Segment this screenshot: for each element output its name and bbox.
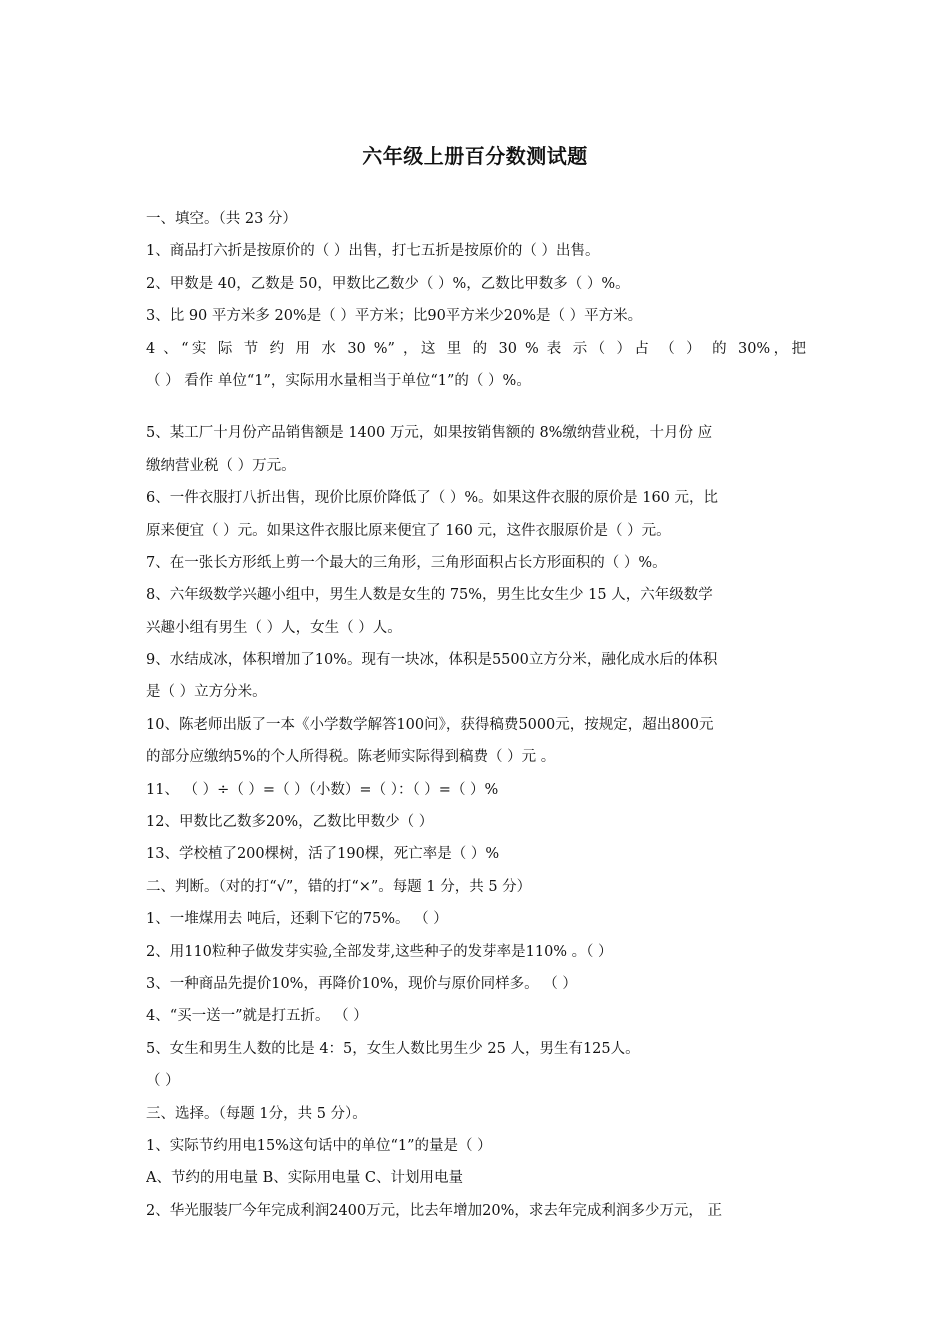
question-line: 9、水结成冰，体积增加了10%。现有一块冰，体积是5500立方分米，融化成水后的体积 <box>146 652 718 669</box>
question-line: 2、甲数是 40，乙数是 50，甲数比乙数少（ ）%，乙数比甲数多（ ）%。 <box>146 275 630 292</box>
question-line: 1、一堆煤用去 吨后，还剩下它的75%。 （ ） <box>146 911 448 928</box>
question-line: 8、六年级数学兴趣小组中，男生人数是女生的 75%，男生比女生少 15 人，六年级数学 <box>146 587 713 604</box>
answer-options: A、节约的用电量 B、实际用电量 C、计划用电量 <box>146 1170 463 1187</box>
question-line: 3、一种商品先提价10%，再降价10%，现价与原价同样多。 （ ） <box>146 975 577 992</box>
question-line: （ ） 看作 单位“1”，实际用水量相当于单位“1”的（ ）%。 <box>146 372 531 389</box>
section-heading-fill-in: 一、填空。（共 23 分） <box>146 211 297 227</box>
question-line: 4、“买一送一”就是打五折。 （ ） <box>146 1008 368 1025</box>
question-line: 兴趣小组有男生（ ）人，女生（ ）人。 <box>146 619 402 636</box>
question-line: 原来便宜（ ）元。如果这件衣服比原来便宜了 160 元，这件衣服原价是（ ）元。 <box>146 522 671 539</box>
question-line: （ ） <box>146 1073 180 1090</box>
question-line: 缴纳营业税（ ）万元。 <box>146 457 296 474</box>
question-line: 6、一件衣服打八折出售，现价比原价降低了（ ）%。如果这件衣服的原价是 160 元，比 <box>146 490 719 507</box>
question-line: 1、商品打六折是按原价的（ ）出售，打七五折是按原价的（ ）出售。 <box>146 243 600 260</box>
question-line: 2、华光服装厂今年完成利润2400万元，比去年增加20%，求去年完成利润多少万元， 正 <box>146 1202 722 1219</box>
question-line: 4 、“实 际 节 约 用 水 30 %” ，这 里 的 30 % 表 示（ ）占 （ ） 的 30%，把 <box>146 340 806 357</box>
spacer <box>146 397 806 417</box>
question-line: 10、陈老师出版了一本《小学数学解答100问》，获得稿费5000元，按规定，超出800元 <box>146 716 714 733</box>
question-line: 5、某工厂十月份产品销售额是 1400 万元，如果按销售额的 8%缴纳营业税，十月份 应 <box>146 425 713 442</box>
question-line: 1、实际节约用电15%这句话中的单位“1”的量是（ ） <box>146 1137 492 1154</box>
question-line: 12、甲数比乙数多20%，乙数比甲数少（ ） <box>146 814 434 831</box>
document-body <box>146 203 806 1227</box>
question-line: 11、 （ ）÷（ ）=（ ）（小数）=（ ）：（ ）=（ ）% <box>146 781 499 798</box>
question-line: 的部分应缴纳5%的个人所得税。陈老师实际得到稿费（ ）元 。 <box>146 749 556 766</box>
question-line: 是（ ）立方分米。 <box>146 684 267 701</box>
section-heading-true-false: 二、判断。（对的打“√”，错的打“×”。每题 1 分，共 5 分） <box>146 878 532 895</box>
question-line: 7、在一张长方形纸上剪一个最大的三角形，三角形面积占长方形面积的（ ）%。 <box>146 554 667 571</box>
question-line: 3、比 90 平方米多 20%是（ ）平方米；比90平方米少20%是（ ）平方米。 <box>146 308 643 325</box>
section-heading-multiple-choice: 三、选择。（每题 1分，共 5 分）。 <box>146 1105 367 1122</box>
question-line: 2、用110粒种子做发芽实验,全部发芽,这些种子的发芽率是110% 。（ ） <box>146 943 613 960</box>
question-line: 5、女生和男生人数的比是 4：5，女生人数比男生少 25 人，男生有125人。 <box>146 1040 640 1057</box>
question-line: 13、学校植了200棵树，活了190棵，死亡率是（ ）% <box>146 846 500 863</box>
page-title: 六年级上册百分数测试题 <box>362 144 588 168</box>
